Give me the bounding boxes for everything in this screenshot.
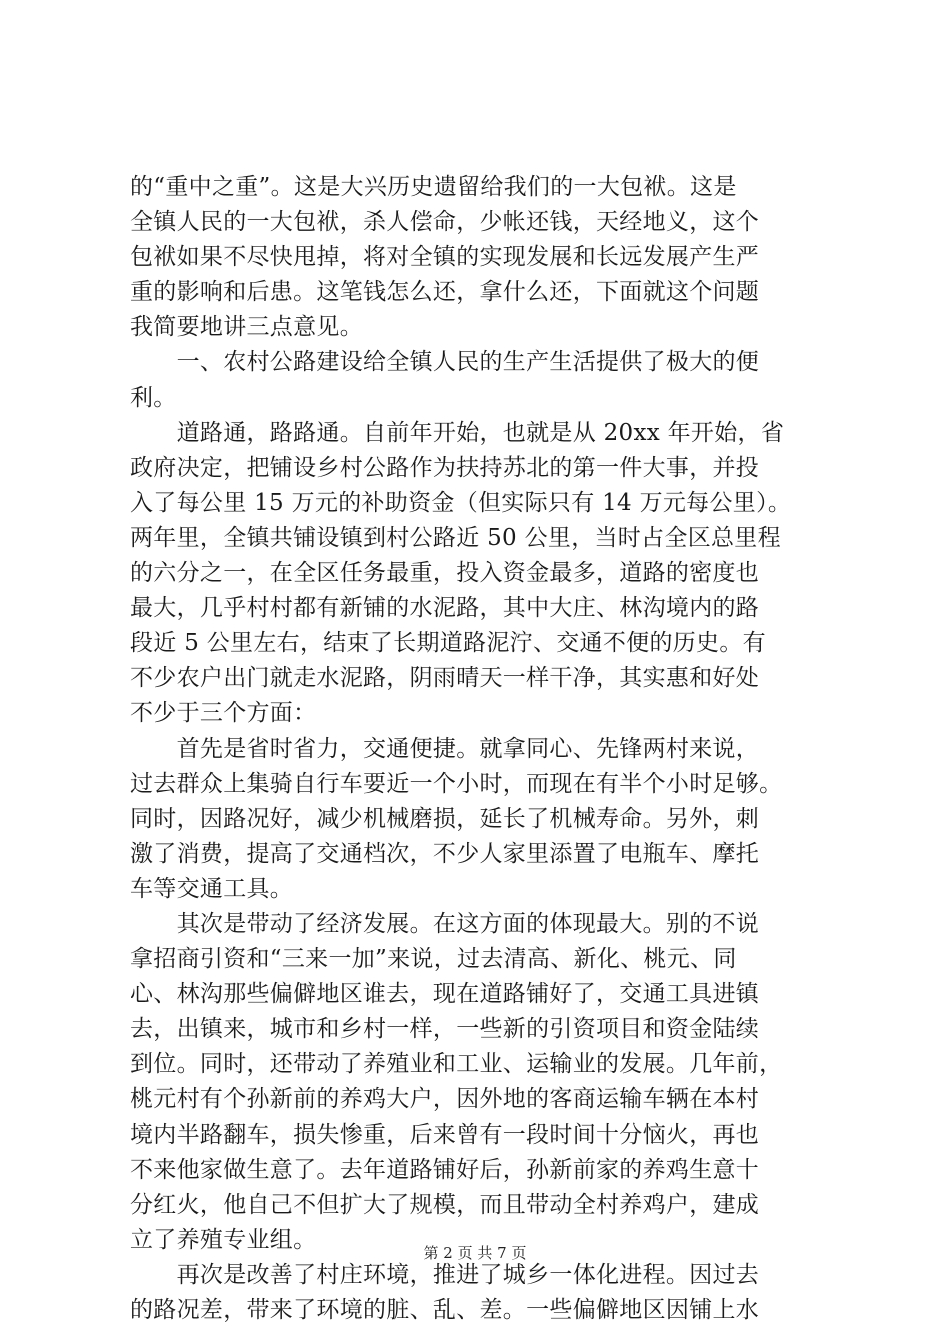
text-line: 不少农户出门就走水泥路，阴雨晴天一样干净，其实惠和好处 (130, 665, 760, 692)
text-line: 同时，因路况好，减少机械磨损，延长了机械寿命。另外，刺 (130, 805, 760, 832)
text-line: 政府决定，把铺设乡村公路作为扶持苏北的第一件大事，并投 (130, 454, 760, 481)
text-line: 的“重中之重”。这是大兴历史遗留给我们的一大包袱。这是 (130, 174, 737, 200)
text-line: 首先是省时省力，交通便捷。就拿同心、先锋两村来说， (130, 735, 760, 762)
text-line: 最大，几乎村村都有新铺的水泥路，其中大庄、林沟境内的路 (130, 595, 760, 622)
text-line: 我简要地讲三点意见。 (130, 314, 363, 341)
document-body (130, 170, 830, 1328)
text-line: 道路通，路路通。自前年开始，也就是从 20xx 年开始，省 (130, 419, 785, 446)
text-line: 激了消费，提高了交通档次，不少人家里添置了电瓶车、摩托 (130, 840, 760, 867)
text-line: 拿招商引资和“三来一加”来说，过去清高、新化、桃元、同 (130, 946, 737, 973)
text-line: 过去群众上集骑自行车要近一个小时，而现在有半个小时足够。 (130, 770, 783, 797)
text-line: 境内半路翻车，损失惨重，后来曾有一段时间十分恼火，再也 (130, 1121, 760, 1148)
text-line: 再次是改善了村庄环境，推进了城乡一体化进程。因过去 (130, 1261, 760, 1288)
text-line: 重的影响和后患。这笔钱怎么还，拿什么还，下面就这个问题 (130, 279, 760, 306)
text-line: 心、林沟那些偏僻地区谁去，现在道路铺好了，交通工具进镇 (130, 981, 760, 1008)
text-line: 不来他家做生意了。去年道路铺好后，孙新前家的养鸡生意十 (130, 1156, 760, 1183)
text-line: 立了养殖专业组。 (130, 1226, 317, 1253)
page-footer: 第 2 页 共 7 页 (423, 1244, 527, 1262)
text-line: 全镇人民的一大包袱，杀人偿命，少帐还钱，天经地义，这个 (130, 209, 760, 236)
text-line: 其次是带动了经济发展。在这方面的体现最大。别的不说 (130, 910, 760, 937)
text-line: 包袱如果不尽快甩掉，将对全镇的实现发展和长远发展产生严 (130, 244, 760, 271)
text-line: 利。 (130, 384, 177, 411)
text-line: 的路况差，带来了环境的脏、乱、差。一些偏僻地区因铺上水 (130, 1297, 760, 1323)
text-line: 两年里，全镇共铺设镇到村公路近 50 公里，当时占全区总里程 (130, 524, 781, 551)
text-line: 一、农村公路建设给全镇人民的生产生活提供了极大的便 (130, 349, 760, 376)
text-line: 到位。同时，还带动了养殖业和工业、运输业的发展。几年前， (130, 1051, 783, 1078)
text-line: 入了每公里 15 万元的补助资金（但实际只有 14 万元每公里）。 (130, 489, 792, 516)
text-line: 桃元村有个孙新前的养鸡大户，因外地的客商运输车辆在本村 (130, 1086, 760, 1113)
text-line: 分红火，他自己不但扩大了规模，而且带动全村养鸡户，建成 (130, 1191, 760, 1218)
text-line: 去，出镇来，城市和乡村一样，一些新的引资项目和资金陆续 (130, 1016, 760, 1043)
text-line: 车等交通工具。 (130, 875, 294, 902)
text-line: 的六分之一，在全区任务最重，投入资金最多，道路的密度也 (130, 560, 760, 587)
text-line: 段近 5 公里左右，结束了长期道路泥泞、交通不便的历史。有 (130, 630, 766, 657)
text-line: 不少于三个方面： (130, 700, 317, 727)
